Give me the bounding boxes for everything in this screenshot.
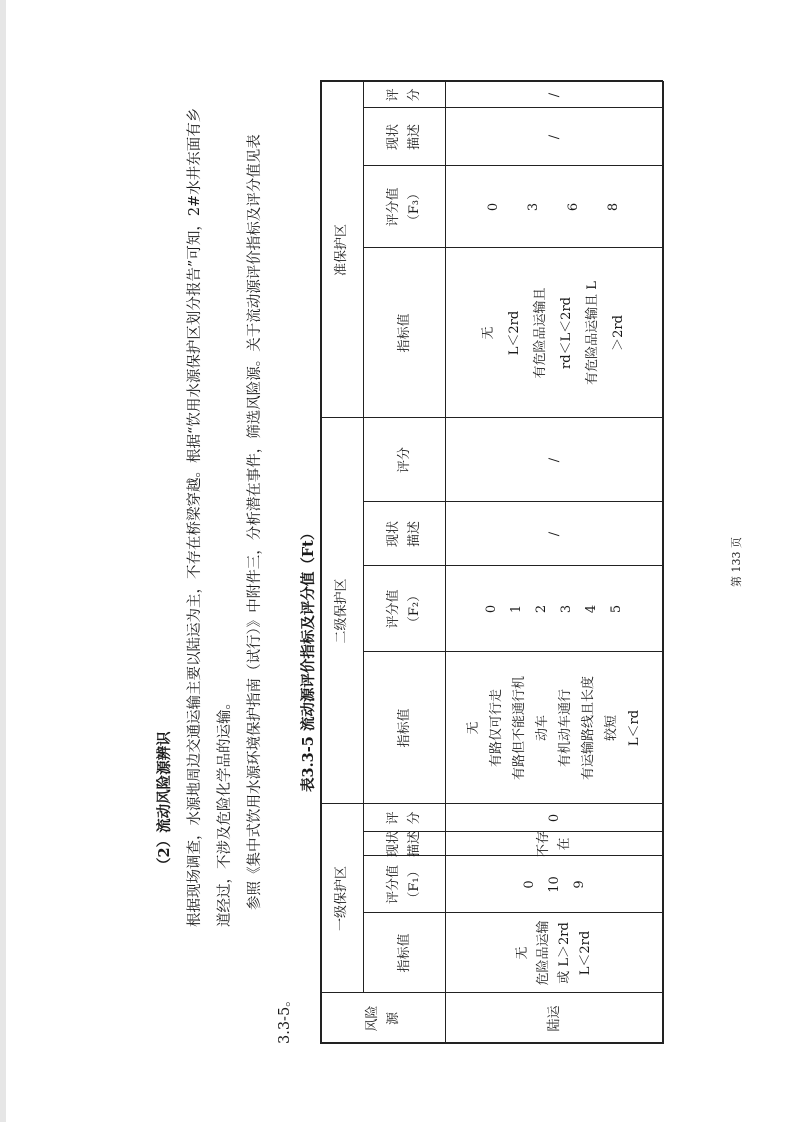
z1-status: 不存 在: [536, 830, 572, 857]
header-zone-1: 一级保护区: [334, 866, 349, 932]
z2-indicators: 无 有路仅可行走 有路但不能通行机 动车 有机动车通行 有运输路线且长度 较短 L＜rd: [466, 676, 642, 781]
z1-rating: 0: [546, 813, 562, 823]
paragraph-1-line-1: 根据现场调查，水源地周边交通运输主要以陆运为主，不存在桥梁穿越。根据“饮用水源保护区划分报告”可知，2#水井东面有乡: [187, 107, 203, 927]
header-score-f3: 评分值 （F₃）: [386, 186, 422, 228]
z1-indicators: 无 危险品运输 或 L＞2rd L＜2rd: [515, 920, 593, 986]
risk-source-table: [320, 81, 663, 1044]
header-zone-3: 准保护区: [334, 224, 349, 277]
page-edge-shadow: [0, 0, 6, 1122]
header-zone-2: 二级保护区: [334, 578, 349, 644]
header-rating-z2: 评分: [396, 447, 412, 474]
header-indicator-z3: 指标值: [396, 313, 412, 353]
header-score-f1: 评分值 （F₁）: [386, 864, 422, 905]
paragraph-1-line-2: 道经过，不涉及危险化学品的运输。: [217, 695, 233, 927]
z3-indicators: 无 L＜2rd 有危险品运输且 rd＜L＜2rd 有危险品运输且 L ＞2rd: [481, 281, 626, 385]
z1-scores: 0 10 9: [521, 876, 587, 893]
z2-scores: 0 1 2 3 4 5: [484, 604, 624, 614]
header-indicator-z1: 指标值: [396, 933, 412, 973]
z2-status: /: [546, 531, 562, 537]
header-status-z3: 现状 描述: [386, 124, 422, 151]
header-score-f2: 评分值 （F₂）: [386, 588, 422, 630]
header-status-z2: 现状 描述: [386, 521, 422, 548]
header-risk-source: 风险 源: [364, 1005, 401, 1032]
z3-rating: /: [546, 92, 562, 98]
header-status-z1: 现状 描述: [386, 830, 422, 857]
row-label-land-transport: 陆运: [546, 1005, 562, 1032]
paragraph-2-line-2: 3.3-5。: [277, 992, 293, 1044]
z3-scores: 0 3 6 8: [486, 202, 621, 212]
z2-rating: /: [546, 457, 562, 463]
table-caption: 表3.3-5 流动源评价指标及评分值（Ft）: [300, 525, 317, 792]
header-rating-z3: 评 分: [386, 88, 422, 102]
paragraph-2-line-1: 参照《集中式饮用水源环境保护指南（试行）》中附件三，分析潜在事件，筛选风险源。关于流动源评价指标及评分值见表: [247, 134, 263, 910]
z3-status: /: [546, 134, 562, 140]
header-indicator-z2: 指标值: [396, 708, 412, 748]
header-rating-z1: 评 分: [386, 811, 422, 825]
section-heading: （2）流动风险源辨识: [156, 731, 173, 872]
page-number: 第 133 页: [730, 537, 743, 587]
